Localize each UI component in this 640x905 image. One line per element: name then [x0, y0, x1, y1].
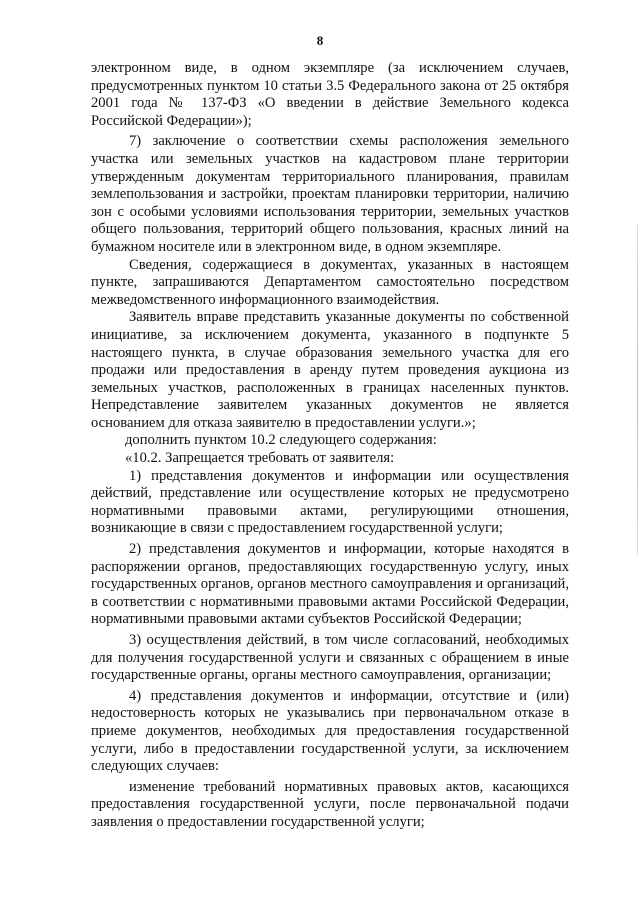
paragraph-prohibition-3: 3) осуществления действий, в том числе согласований, необходимых для получения государственной услуги и связанных с обращением в иные государственные органы, органы местного самоуправления, организации;: [91, 632, 569, 684]
paragraph-item-7: 7) заключение о соответствии схемы расположения земельного участка или земельных участков на кадастровом плане территории утвержденным документам территориального планирования, правилам землепользования и застройки, проектам планировки территории, наличию зон с особыми условиями использования территории, земельных участков общего пользования, территорий общего пользования, красных линий на бумажном носителе или в электронном виде, в одном экземпляре.: [91, 133, 569, 255]
document-body: [91, 60, 569, 832]
paragraph-information-request: Сведения, содержащиеся в документах, указанных в настоящем пункте, запрашиваются Департаментом самостоятельно посредством межведомственного информационного взаимодействия.: [91, 256, 569, 308]
paragraph-prohibition-4: 4) представления документов и информации, отсутствие и (или) недостоверность которых не указывались при первоначальном отказе в приеме документов, необходимых для предоставления государственной услуги, либо в предоставлении государственной услуги, за исключением следующих случаев:: [91, 687, 569, 775]
paragraph-add-clause: дополнить пунктом 10.2 следующего содержания:: [125, 432, 437, 449]
paragraph-applicant-right: Заявитель вправе представить указанные документы по собственной инициативе, за исключением документа, указанного в подпункте 5 настоящего пункта, в случае образования земельного участка для его продажи или предоставления в аренду путем проведения аукциона из земельных участков, расположенных в границах населенных пунктов. Непредставление заявителем указанных документов не является основанием для отказа заявителю в предоставлении услуги.»;: [91, 309, 569, 431]
page-number: 8: [316, 33, 324, 48]
paragraph-prohibition-2: 2) представления документов и информации, которые находятся в распоряжении органов, предоставляющих государственную услугу, иных государственных органов, органов местного самоуправления и организаций, в соответствии с нормативными правовыми актами Российской Федерации, нормативными правовыми актами субъектов Российской Федерации;: [91, 541, 569, 628]
paragraph-exception-1: изменение требований нормативных правовых актов, касающихся предоставления государственной услуги, после первоначальной подачи заявления о предоставлении государственной услуги;: [91, 778, 569, 830]
paragraph-clause-10-2: «10.2. Запрещается требовать от заявителя:: [125, 450, 395, 467]
paragraph-continuation: электронном виде, в одном экземпляре (за исключением случаев, предусмотренных пунктом 10 статьи 3.5 Федерального закона от 25 октября 2001 года № 137-ФЗ «О введении в действие Земельного кодекса Российской Федерации»);: [91, 60, 569, 129]
paragraph-prohibition-1: 1) представления документов и информации или осуществления действий, представление или осуществление которых не предусмотрено нормативными правовыми актами, регулирующими отношения, возникающие в связи с предоставлением государственной услуги;: [91, 467, 569, 537]
scan-edge-line: [637, 225, 638, 555]
